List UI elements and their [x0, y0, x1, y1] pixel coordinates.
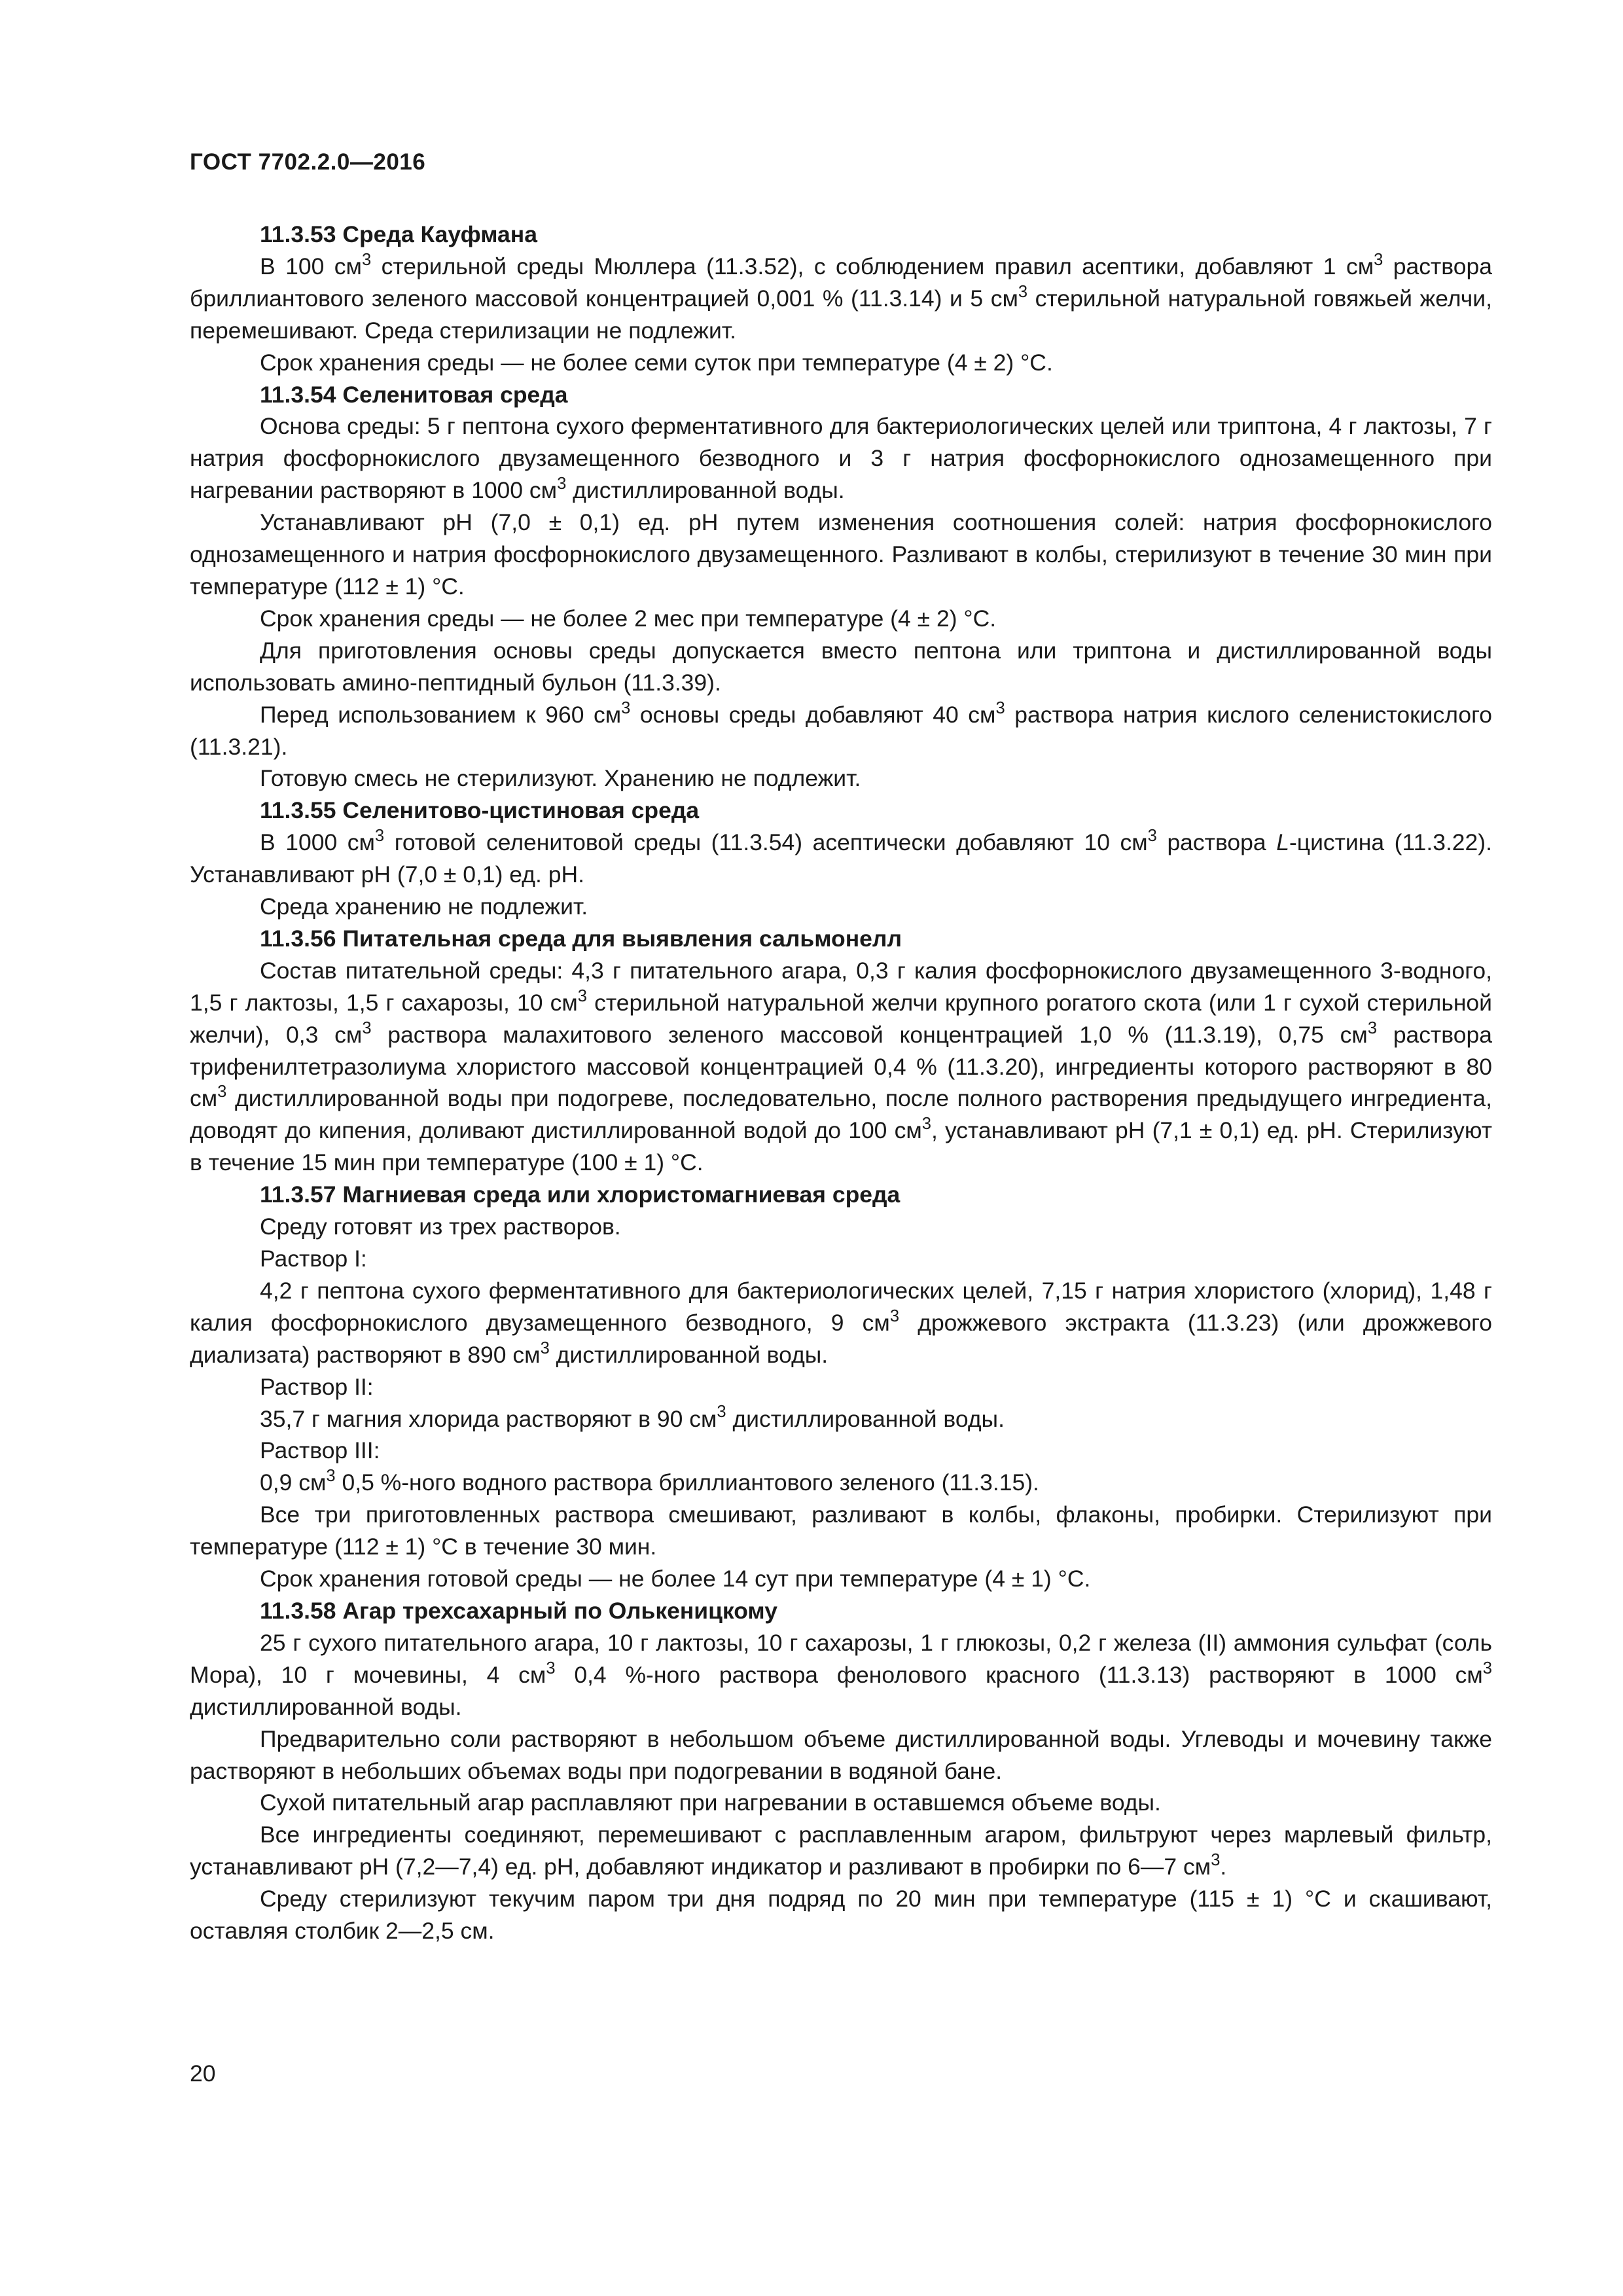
paragraph: 0,9 $см^3$ 0,5 %-ного водного раствора бриллиантового зеленого (11.3.15).	[260, 1467, 1039, 1496]
paragraph: Раствор I:	[260, 1246, 367, 1272]
section-heading: 11.3.53 Среда Кауфмана	[260, 221, 537, 247]
section-heading: 11.3.56 Питательная среда для выявления сальмонелл	[260, 925, 902, 952]
paragraph: Сухой питательный агар расплавляют при нагревании в оставшемся объеме воды.	[260, 1789, 1161, 1816]
paragraph: Срок хранения среды — не более семи суток при температуре (4 ± 2) °С.	[260, 349, 1053, 376]
paragraph: Срок хранения готовой среды — не более 14 сут при температуре (4 ± 1) °С.	[260, 1566, 1091, 1592]
page-number: 20	[190, 2060, 216, 2087]
paragraph: В 100 $см^3$ стерильной среды Мюллера (11.3.52), с соблюдением правил асептики, добавляют 1 $см^3$ раствора бриллиантового зеленого массовой концентрацией 0,001 % (11.3.14) и 5 $см^3$ стерильной натуральной говяжьей желчи, перемешивают. Среда стерилизации не подлежит.	[190, 250, 1492, 344]
section-heading: 11.3.55 Селенитово-цистиновая среда	[260, 797, 700, 824]
paragraph: 25 г сухого питательного агара, 10 г лактозы, 10 г сахарозы, 1 г глюкозы, 0,2 г железа (II) аммония сульфат (соль Мора), 10 г мочевины, 4 $см^3$ 0,4 %-ного раствора фенолового красного (11.3.13) растворяют в 1000 $см^3$ дистиллированной воды.	[190, 1629, 1492, 1720]
paragraph: Для приготовления основы среды допускается вместо пептона или триптона и дистиллированной воды использовать амино-пептидный бульон (11.3.39).	[190, 637, 1492, 696]
section-heading: 11.3.58 Агар трехсахарный по Олькеницкому	[260, 1597, 777, 1624]
paragraph: Среду стерилизуют текучим паром три дня подряд по 20 мин при температуре (115 ± 1) °С и скашивают, оставляя столбик 2—2,5 см.	[190, 1886, 1492, 1945]
document-body	[190, 219, 1492, 1947]
paragraph: Предварительно соли растворяют в небольшом объеме дистиллированной воды. Углеводы и мочевину также растворяют в небольших объемах воды при подогревании в водяной бане.	[190, 1725, 1492, 1784]
paragraph: Состав питательной среды: 4,3 г питательного агара, 0,3 г калия фосфорнокислого двузамещенного 3-водного, 1,5 г лактозы, 1,5 г сахарозы, 10 $см^3$ стерильной натуральной желчи крупного рогатого скота (или 1 г сухой стерильной желчи), 0,3 $см^3$ раствора малахитового зеленого массовой концентрацией 1,0 % (11.3.19), 0,75 $см^3$ раствора трифенилтетразолиума хлористого массовой концентрацией 0,4 % (11.3.20), ингредиенты которого растворяют в 80 $см^3$ дистиллированной воды при подогреве, последовательно, после полного растворения предыдущего ингредиента, доводят до кипения, доливают дистиллированной водой до 100 $см^3$, устанавливают pH (7,1 ± 0,1) ед. pH. Стерилизуют в течение 15 мин при температуре (100 ± 1) °С.	[190, 957, 1493, 1176]
paragraph: Устанавливают pH (7,0 ± 0,1) ед. pH путем изменения соотношения солей: натрия фосфорнокислого однозамещенного и натрия фосфорнокислого двузамещенного. Разливают в колбы, стерилизуют в течение 30 мин при температуре (112 ± 1) °С.	[190, 509, 1492, 600]
paragraph: В 1000 $см^3$ готовой селенитовой среды (11.3.54) асептически добавляют 10 $см^3$ раствора L-цистина (11.3.22). Устанавливают pH (7,0 ± 0,1) ед. pH.	[190, 827, 1492, 888]
paragraph: 35,7 г магния хлорида растворяют в 90 $см^3$ дистиллированной воды.	[260, 1403, 1005, 1432]
section-heading: 11.3.57 Магниевая среда или хлористомагниевая среда	[260, 1181, 901, 1208]
paragraph: Раствор III:	[260, 1437, 380, 1464]
paragraph: Срок хранения среды — не более 2 мес при температуре (4 ± 2) °С.	[260, 605, 997, 632]
paragraph: 4,2 г пептона сухого ферментативного для бактериологических целей, 7,15 г натрия хлористого (хлорид), 1,48 г калия фосфорнокислого двузамещенного безводного, 9 $см^3$ дрожжевого экстракта (11.3.23) (или дрожжевого диализата) растворяют в 890 $см^3$ дистиллированной воды.	[190, 1277, 1492, 1368]
paragraph: Основа среды: 5 г пептона сухого ферментативного для бактериологических целей или триптона, 4 г лактозы, 7 г натрия фосфорнокислого двузамещенного безводного и 3 г натрия фосфорнокислого однозамещенного при нагревании растворяют в 1000 $см^3$ дистиллированной воды.	[190, 413, 1492, 504]
paragraph: Все ингредиенты соединяют, перемешивают с расплавленным агаром, фильтруют через марлевый фильтр, устанавливают pH (7,2—7,4) ед. pH, добавляют индикатор и разливают в пробирки по 6—7 $см^3$.	[190, 1821, 1492, 1880]
paragraph: Все три приготовленных раствора смешивают, разливают в колбы, флаконы, пробирки. Стерилизуют при температуре (112 ± 1) °С в течение 30 мин.	[190, 1501, 1492, 1560]
paragraph: Готовую смесь не стерилизуют. Хранению не подлежит.	[260, 765, 861, 792]
paragraph: Среду готовят из трех растворов.	[260, 1213, 621, 1240]
paragraph: Перед использованием к 960 $см^3$ основы среды добавляют 40 $см^3$ раствора натрия кислого селенистокислого (11.3.21).	[190, 698, 1492, 760]
paragraph: Среда хранению не подлежит.	[260, 893, 588, 920]
paragraph: Раствор II:	[260, 1373, 374, 1400]
document-header: ГОСТ 7702.2.0—2016	[190, 149, 426, 175]
section-heading: 11.3.54 Селенитовая среда	[260, 381, 568, 408]
